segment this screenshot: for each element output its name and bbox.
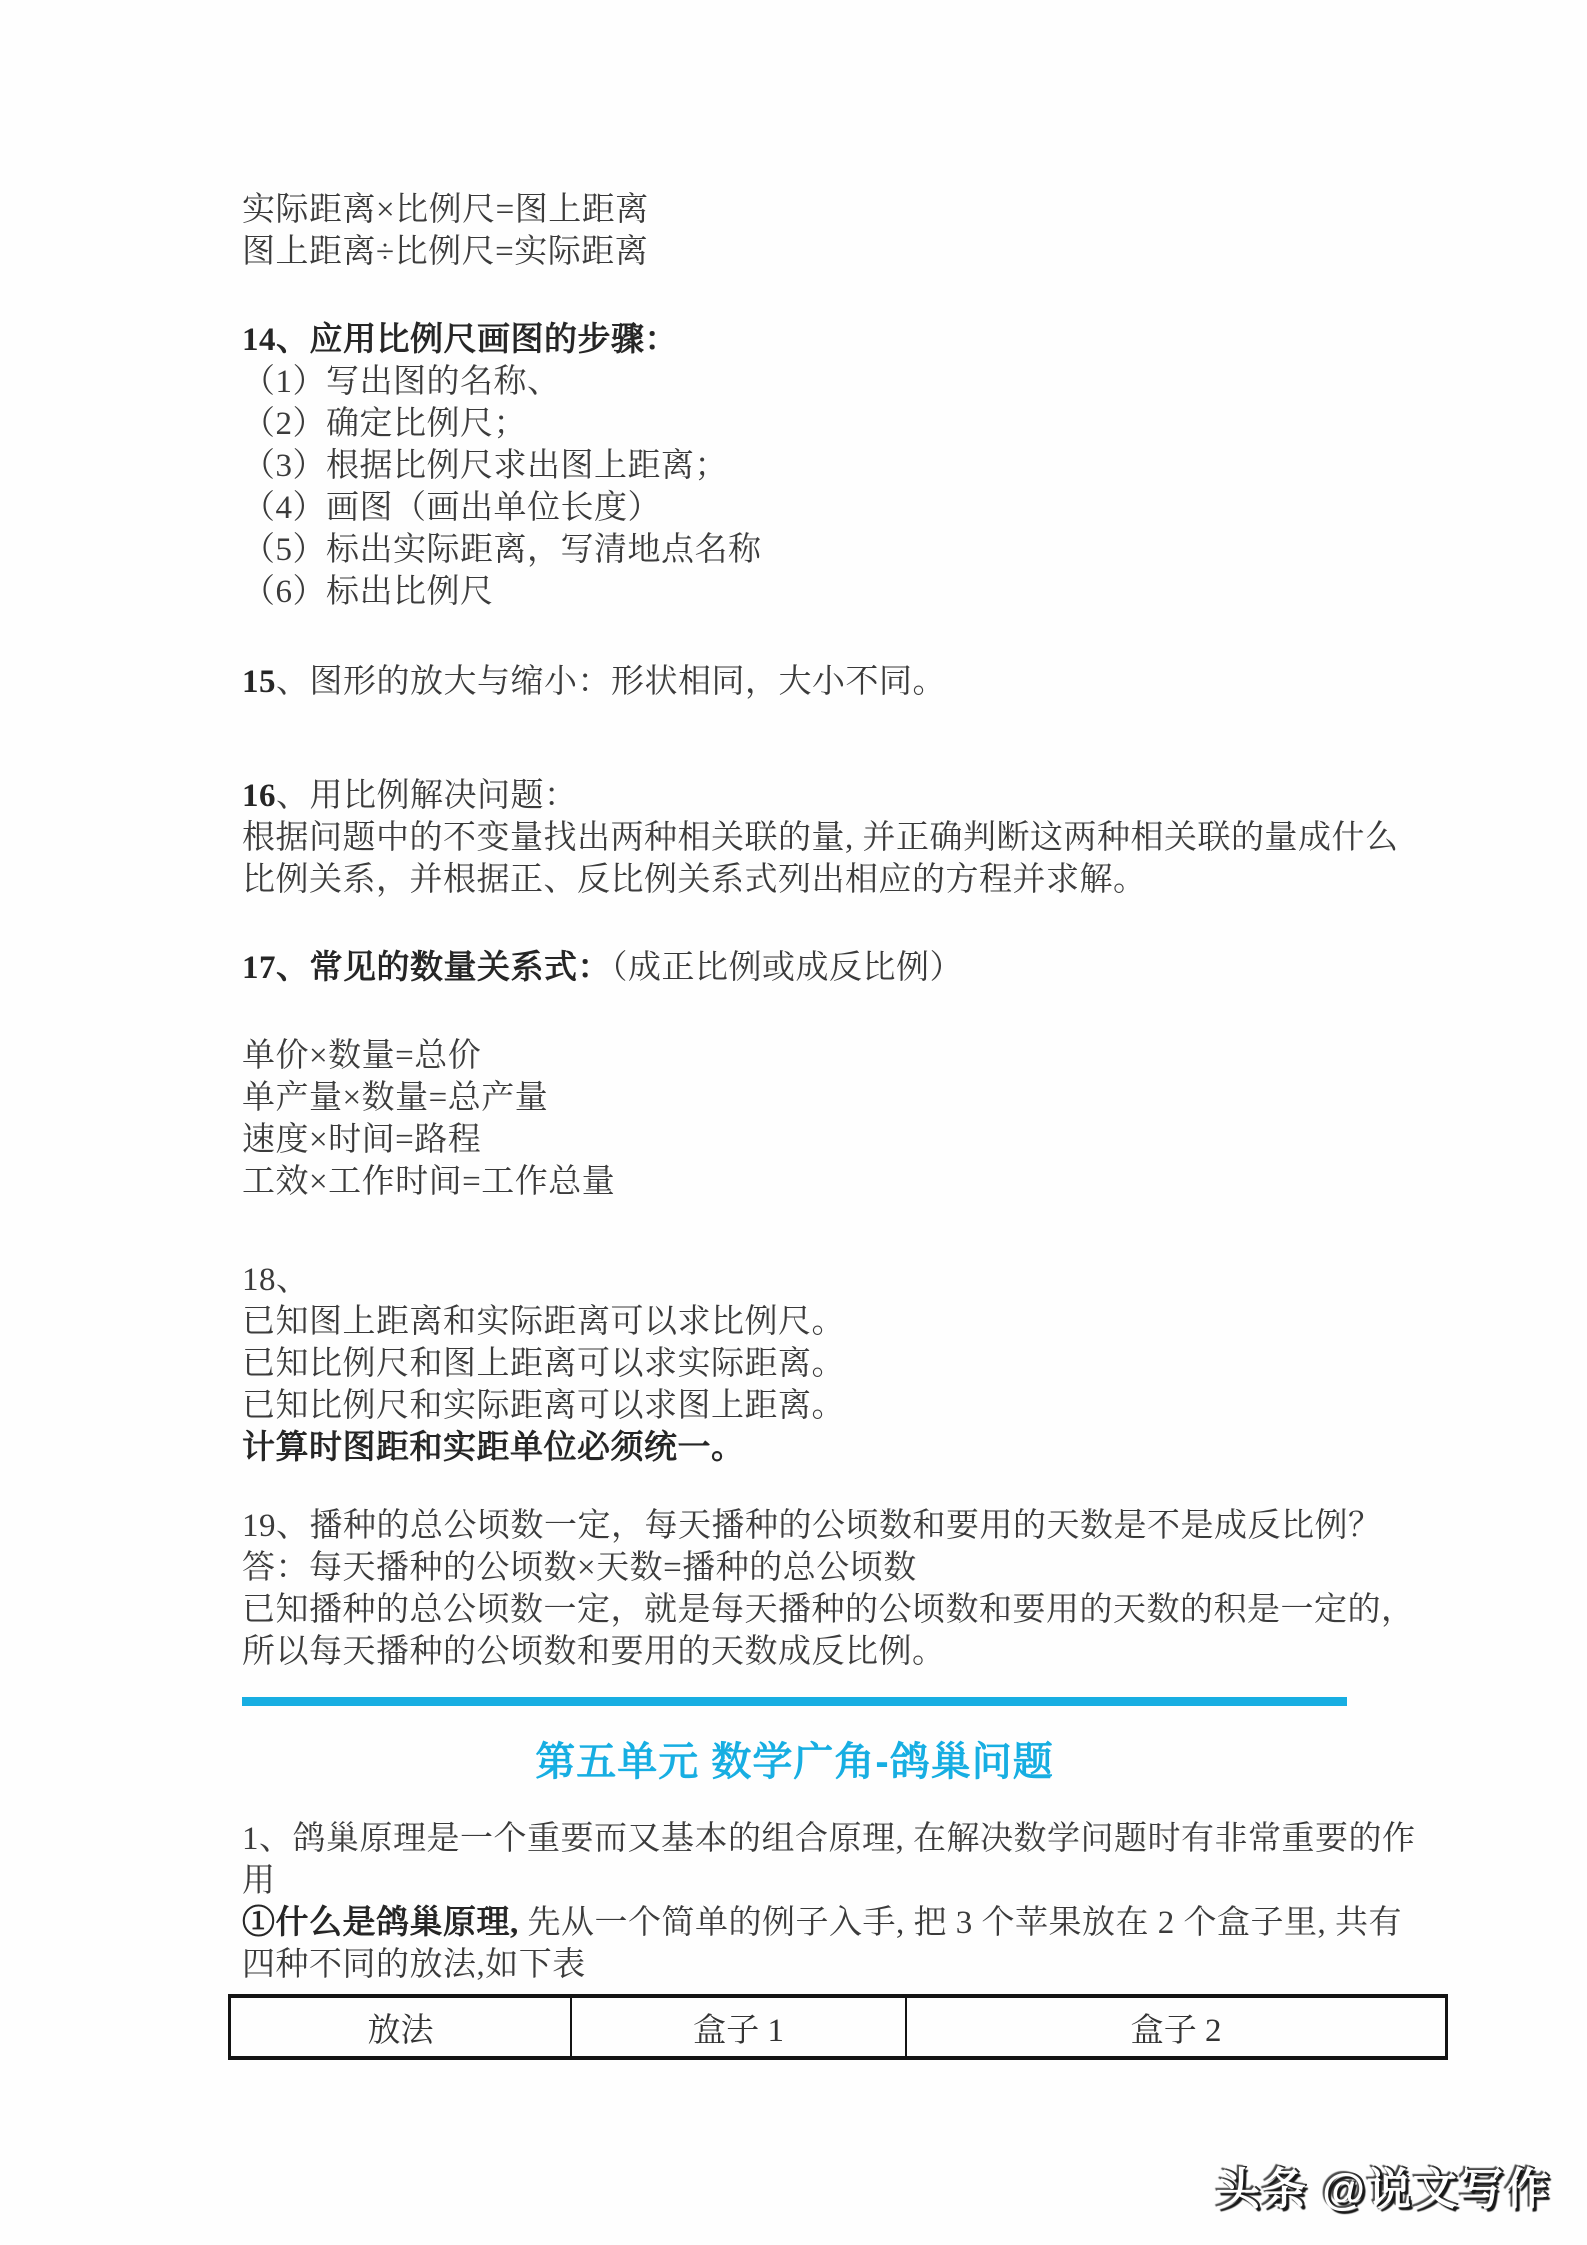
text-line xyxy=(242,1589,1445,1631)
text-span: 、用比例解决问题： xyxy=(276,778,578,814)
table-header-box1: 盒子 1 xyxy=(571,1996,906,2058)
text-span: （6）标出比例尺 xyxy=(242,574,494,610)
text-span: （成正比例或成反比例） xyxy=(611,950,963,986)
text-span-bold: 计算时图距和实距单位必须统一。 xyxy=(242,1430,745,1466)
text-line xyxy=(242,1631,1445,1673)
text-span-bold: 17、常见的数量关系式： xyxy=(242,950,611,986)
text-line xyxy=(242,1860,1445,1902)
text-span: （2）确定比例尺； xyxy=(242,406,527,442)
text-span: 已知播种的总公顷数一定，就是每天播种的公顷数和要用的天数的积是一定的， xyxy=(242,1592,1415,1628)
text-span: 已知比例尺和图上距离可以求实际距离。 xyxy=(242,1346,845,1382)
block-solve-with-proportion xyxy=(242,775,1445,901)
content-blocks xyxy=(242,189,1445,1673)
text-span: （5）标出实际距离，写清地点名称 xyxy=(242,532,762,568)
text-line xyxy=(242,231,1445,273)
text-line xyxy=(242,403,1445,445)
text-span: 、图形的放大与缩小：形状相同，大小不同。 xyxy=(276,664,946,700)
text-line xyxy=(242,859,1445,901)
text-span: 根据问题中的不变量找出两种相关联的量, 并正确判断这两种相关联的量成什么 xyxy=(242,820,1399,856)
watermark-toutiao: 头条 @说文写作 xyxy=(1215,2165,1551,2214)
block-scale-formulas xyxy=(242,189,1445,273)
text-span: 18、 xyxy=(242,1262,310,1298)
text-line xyxy=(242,361,1445,403)
text-line xyxy=(242,1385,1445,1427)
block-relation-formulas xyxy=(242,1035,1445,1203)
text-line xyxy=(242,1301,1445,1343)
block-drawing-steps xyxy=(242,319,1445,613)
section-divider-rule xyxy=(242,1697,1347,1706)
table-header-box2: 盒子 2 xyxy=(906,1996,1446,2058)
text-line xyxy=(242,445,1445,487)
text-line xyxy=(242,817,1445,859)
text-line xyxy=(242,775,1445,817)
text-span-bold: 15 xyxy=(242,664,276,700)
text-span: 比例关系，并根据正、反比例关系式列出相应的方程并求解。 xyxy=(242,862,1147,898)
text-span: 实际距离×比例尺=图上距离 xyxy=(242,192,649,228)
text-span: 四种不同的放法,如下表 xyxy=(242,1947,586,1983)
text-line xyxy=(242,571,1445,613)
text-line xyxy=(242,1818,1445,1860)
text-span: 单产量×数量=总产量 xyxy=(242,1080,549,1116)
text-span: 19、播种的总公顷数一定，每天播种的公顷数和要用的天数是不是成反比例？ xyxy=(242,1508,1382,1544)
text-line xyxy=(242,1119,1445,1161)
text-span: 1、鸽巢原理是一个重要而又基本的组合原理, 在解决数学问题时有非常重要的作 xyxy=(242,1821,1416,1857)
text-line xyxy=(242,1547,1445,1589)
text-span: 单价×数量=总价 xyxy=(242,1038,482,1074)
text-line xyxy=(242,1944,1445,1986)
text-line xyxy=(242,1077,1445,1119)
text-line xyxy=(242,1343,1445,1385)
text-span: 速度×时间=路程 xyxy=(242,1122,482,1158)
text-line xyxy=(242,1259,1445,1301)
block-common-relations-heading xyxy=(242,947,1445,989)
text-line xyxy=(242,189,1445,231)
text-span-bold: 14、应用比例尺画图的步骤： xyxy=(242,322,678,358)
content-blocks-unit5 xyxy=(242,1818,1445,1986)
block-pigeonhole-intro xyxy=(242,1818,1445,1986)
text-line xyxy=(242,661,1445,703)
text-span-bold: 16 xyxy=(242,778,276,814)
text-span: 已知图上距离和实际距离可以求比例尺。 xyxy=(242,1304,845,1340)
text-line xyxy=(242,529,1445,571)
text-span: 答：每天播种的公顷数×天数=播种的总公顷数 xyxy=(242,1550,917,1586)
text-line xyxy=(242,487,1445,529)
text-line xyxy=(242,1161,1445,1203)
text-span: 工效×工作时间=工作总量 xyxy=(242,1164,616,1200)
text-line xyxy=(242,1035,1445,1077)
text-line xyxy=(242,1902,1445,1944)
text-line xyxy=(242,1427,1445,1469)
text-line xyxy=(242,947,1445,989)
text-span: 图上距离÷比例尺=实际距离 xyxy=(242,234,649,270)
text-span: 已知比例尺和实际距离可以求图上距离。 xyxy=(242,1388,845,1424)
unit-heading: 第五单元 数学广角-鸽巢问题 xyxy=(535,1740,1054,1784)
text-span: 所以每天播种的公顷数和要用的天数成反比例。 xyxy=(242,1634,946,1670)
text-span: （3）根据比例尺求出图上距离； xyxy=(242,448,728,484)
text-line xyxy=(242,319,1445,361)
text-line xyxy=(242,1505,1445,1547)
table-header-method: 放法 xyxy=(230,1996,572,2058)
block-scale-deductions xyxy=(242,1259,1445,1469)
text-span: （1）写出图的名称、 xyxy=(242,364,561,400)
apple-placement-table xyxy=(228,1994,1448,2060)
table-header-row xyxy=(230,1996,1447,2058)
text-span-bold: ①什么是鸽巢原理, xyxy=(242,1905,519,1941)
text-span: 先从一个简单的例子入手, 把 3 个苹果放在 2 个盒子里, 共有 xyxy=(518,1905,1402,1941)
block-sowing-question xyxy=(242,1505,1445,1673)
text-span: （4）画图（画出单位长度） xyxy=(242,490,661,526)
text-span: 用 xyxy=(242,1863,276,1899)
block-enlarge-shrink xyxy=(242,661,1445,703)
